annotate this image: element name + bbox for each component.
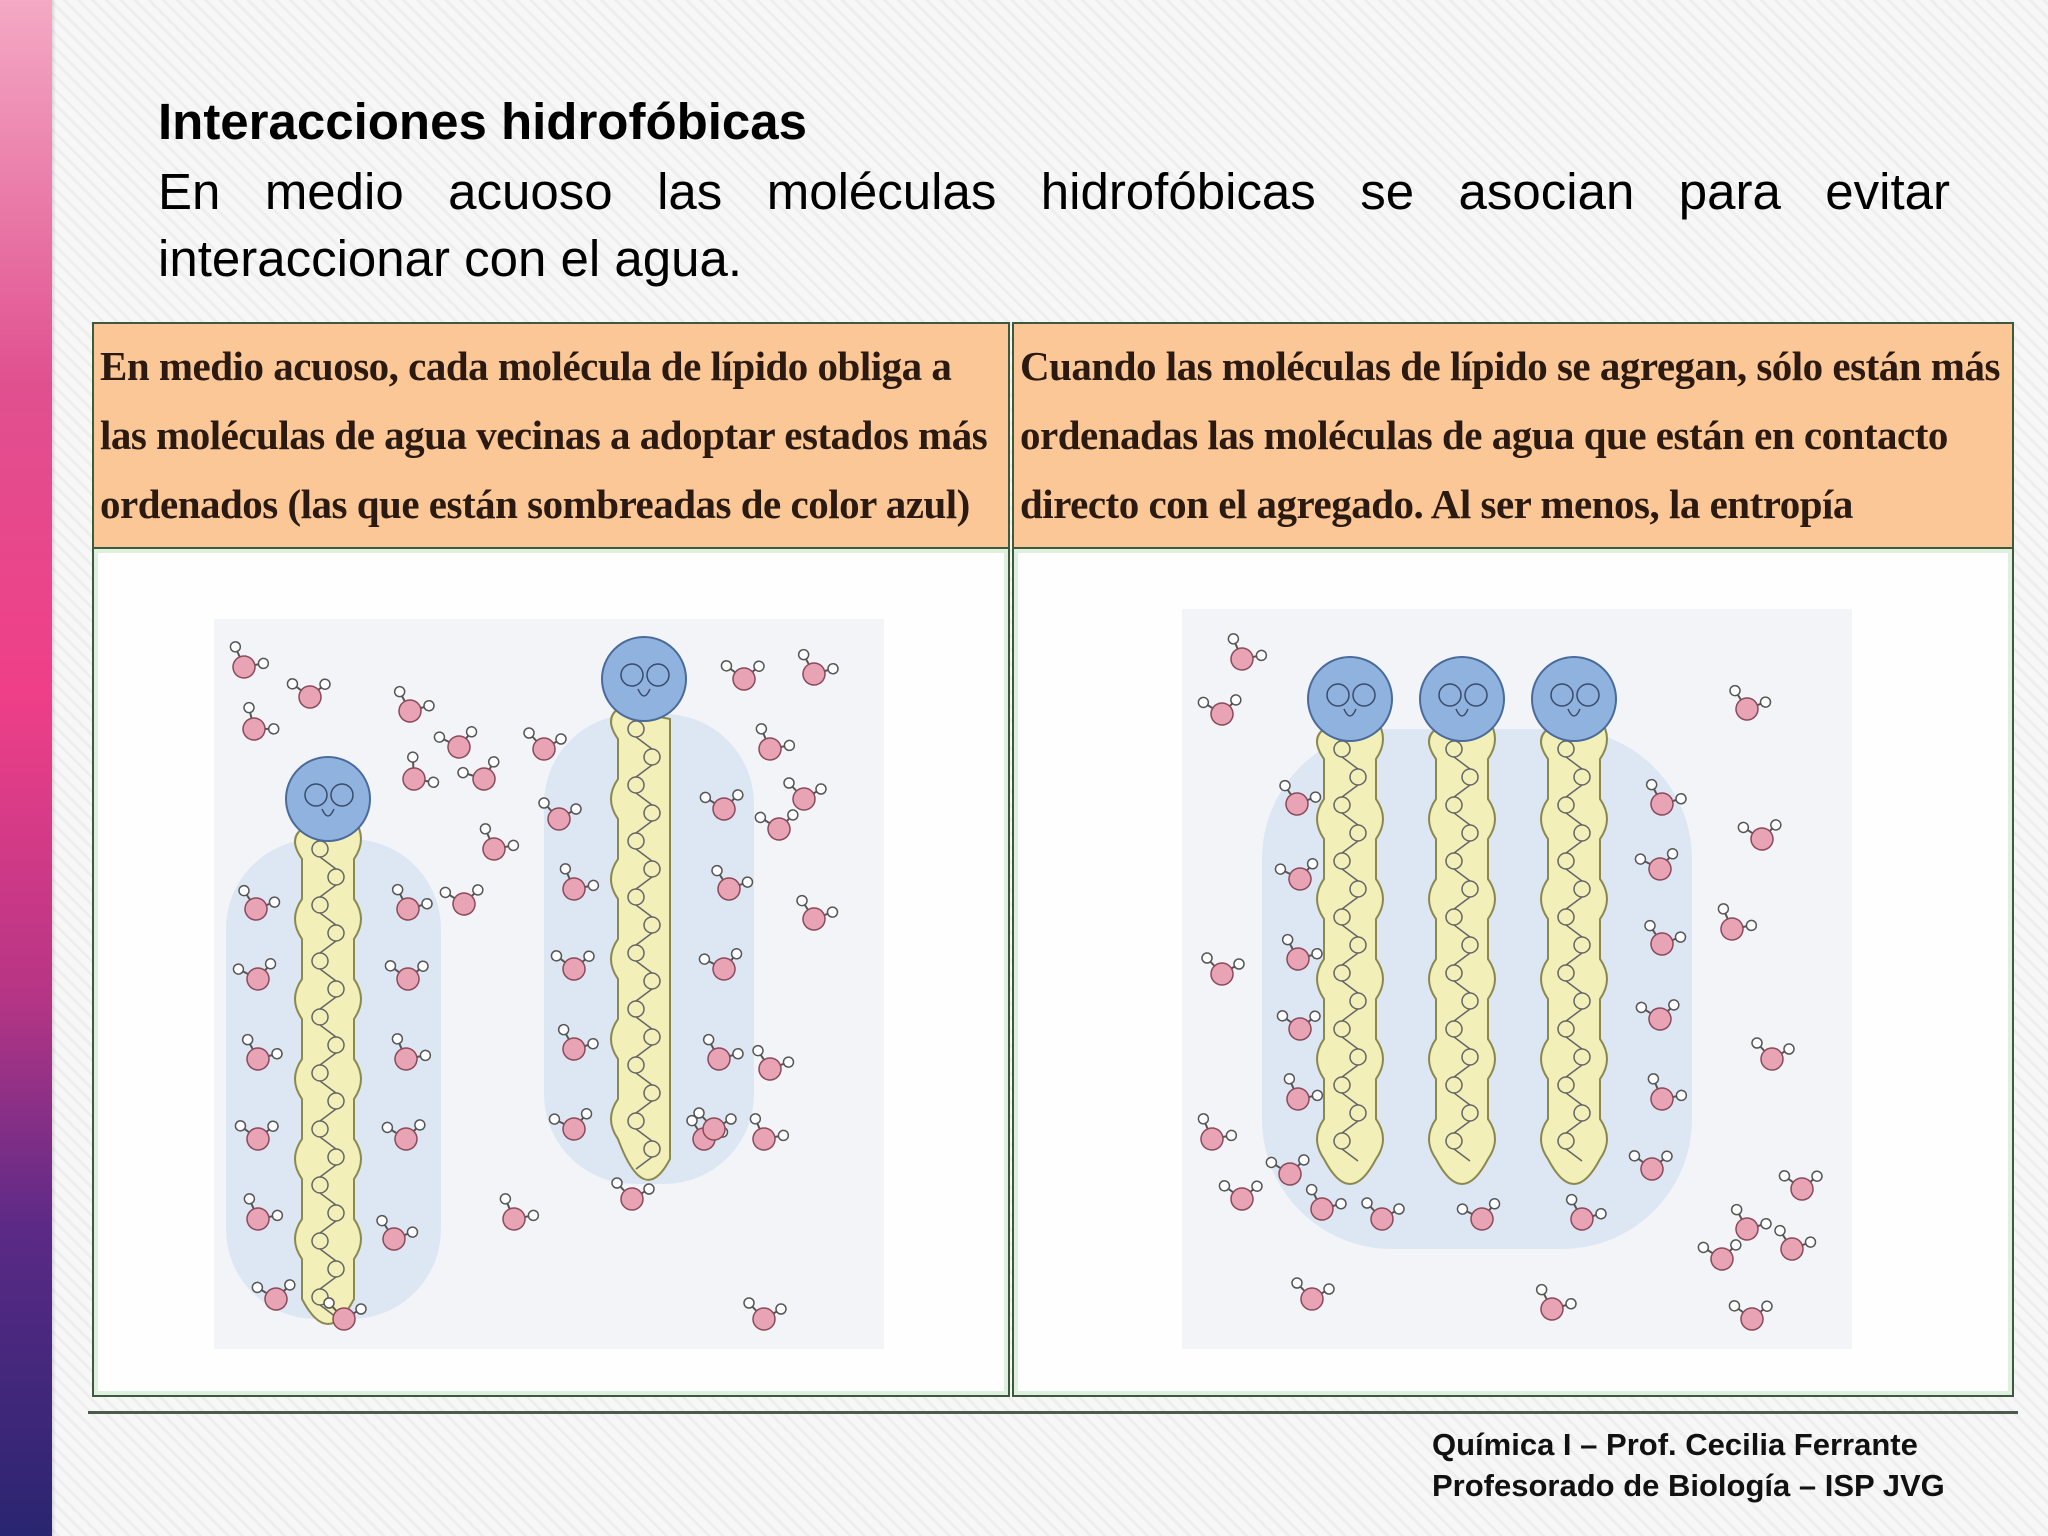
isolated-lipids-illustration [214, 619, 884, 1349]
footer-institution: Profesorado de Biología – ISP JVG [1432, 1468, 1945, 1503]
right-illustration-cell [1012, 547, 2014, 1397]
lipid-head [602, 637, 686, 721]
comparison-table [88, 314, 2018, 1410]
slide-title: Interacciones hidrofóbicas [158, 93, 808, 150]
decorative-side-bar [0, 0, 52, 1536]
left-illustration-cell [92, 547, 1010, 1397]
lipid-head [286, 757, 370, 841]
footer-credits [1432, 1424, 1945, 1506]
left-caption-cell [92, 322, 1010, 555]
aggregated-lipids-illustration [1182, 609, 1852, 1349]
right-caption: Cuando las moléculas de lípido se agregan, sólo están más ordenadas las moléculas de agua que están en contacto directo con el agregado. Al ser menos, la entropía [1020, 343, 2000, 527]
lipid-head [1532, 657, 1616, 741]
right-caption-cell [1012, 322, 2014, 555]
footer-course: Química I – Prof. Cecilia Ferrante [1432, 1427, 1918, 1462]
lipid-head [1308, 657, 1392, 741]
lipid-head [1420, 657, 1504, 741]
left-caption: En medio acuoso, cada molécula de lípido obliga a las moléculas de agua vecinas a adoptar estados más ordenados (las que están sombreadas de color azul) [100, 343, 988, 527]
slide-body-text: En medio acuoso las moléculas hidrofóbicas se asocian para evitar interaccionar con el agua. [158, 163, 1950, 287]
